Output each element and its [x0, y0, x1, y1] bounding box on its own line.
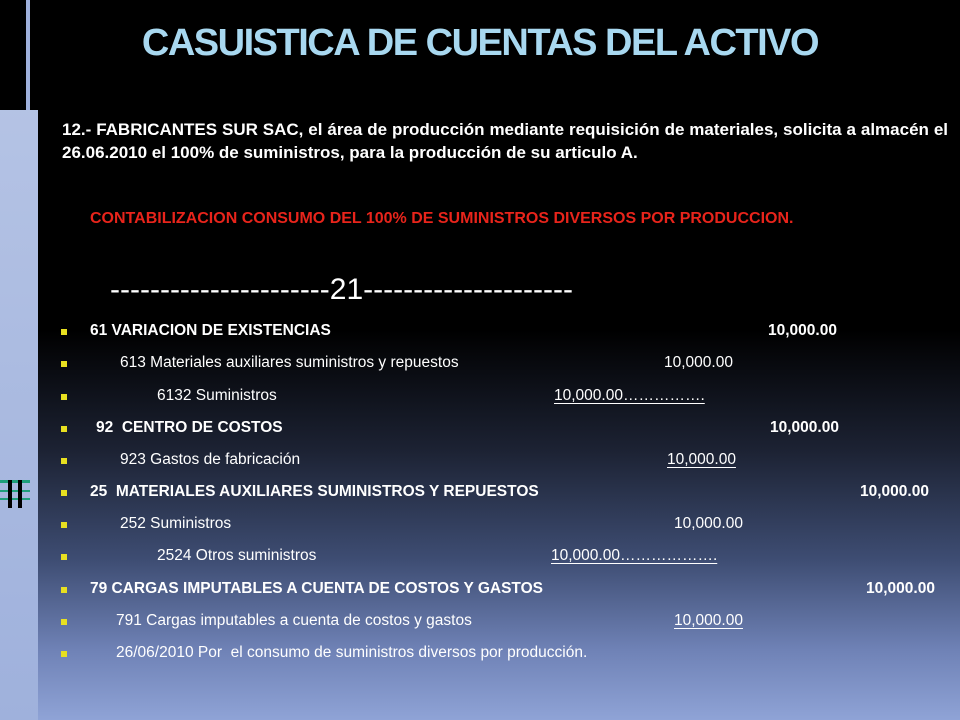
slide-title: CASUISTICA DE CUENTAS DEL ACTIVO — [141, 22, 819, 64]
bullet-icon — [61, 619, 67, 625]
account-name: 613 Materiales auxiliares suministros y repuestos — [120, 354, 459, 371]
bullet-icon — [61, 522, 67, 528]
accounting-instruction: CONTABILIZACION CONSUMO DEL 100% DE SUMINISTROS DIVERSOS POR PRODUCCION. — [90, 210, 794, 227]
bullet-icon — [61, 361, 67, 367]
bullet-icon — [61, 651, 67, 657]
exercise-statement: 12.- FABRICANTES SUR SAC, el área de producción mediante requisición de materiales, solicita a almacén el 26.06.2010 el 100% de suministros, para la producción de su articulo A. — [62, 120, 948, 162]
account-amount: 10,000.00 — [674, 515, 743, 532]
entry-description: 26/06/2010 Por el consumo de suministros diversos por producción. — [116, 644, 588, 661]
journal-separator: ----------------------21--------------------- — [110, 273, 573, 306]
bullet-icon — [61, 490, 67, 496]
top-left-stripes — [0, 0, 38, 720]
account-name: 2524 Otros suministros — [157, 547, 317, 564]
account-name: 923 Gastos de fabricación — [120, 451, 301, 468]
bullet-icon — [61, 458, 67, 464]
account-name: 6132 Suministros — [157, 387, 277, 404]
account-amount: 10,000.00 — [768, 322, 837, 339]
bullet-icon — [61, 426, 67, 432]
account-amount: 10,000.00……………. — [554, 387, 705, 404]
account-name: 791 Cargas imputables a cuenta de costos y gastos — [116, 612, 472, 629]
account-amount: 10,000.00 — [866, 580, 935, 597]
account-amount: 10,000.00 — [674, 612, 743, 629]
account-name: 92 CENTRO DE COSTOS — [96, 419, 283, 436]
bullet-icon — [61, 329, 67, 335]
account-amount: 10,000.00 — [667, 451, 736, 468]
account-amount: 10,000.00 — [664, 354, 733, 371]
account-name: 25 MATERIALES AUXILIARES SUMINISTROS Y REPUESTOS — [90, 483, 539, 500]
account-amount: 10,000.00 — [770, 419, 839, 436]
account-name: 61 VARIACION DE EXISTENCIAS — [90, 322, 331, 339]
account-amount: 10,000.00………………. — [551, 547, 718, 564]
bullet-icon — [61, 394, 67, 400]
account-name: 79 CARGAS IMPUTABLES A CUENTA DE COSTOS Y GASTOS — [90, 580, 544, 597]
bullet-icon — [61, 587, 67, 593]
account-amount: 10,000.00 — [860, 483, 929, 500]
bullet-icon — [61, 554, 67, 560]
account-name: 252 Suministros — [120, 515, 232, 532]
